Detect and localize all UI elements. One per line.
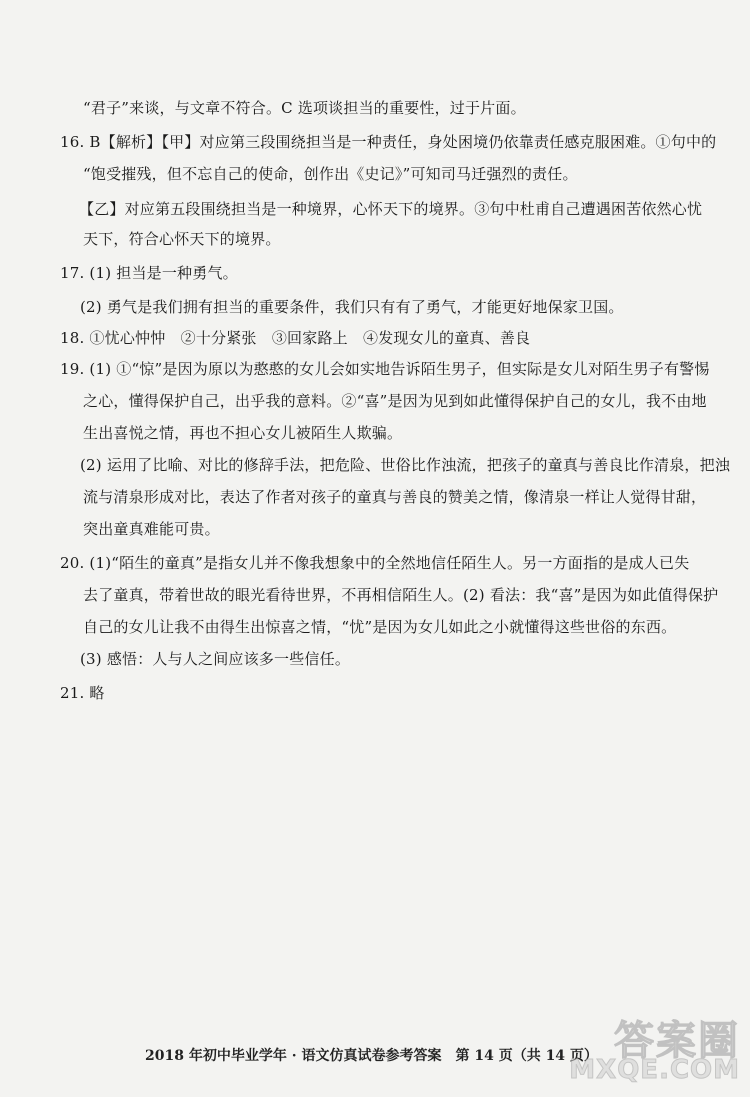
text-line-1: “君子”来谈，与文章不符合。C 选项谈担当的重要性，过于片面。	[83, 99, 526, 117]
answer-19-line-2: 之心，懂得保护自己，出乎我的意料。②“喜”是因为见到如此懂得保护自己的女儿，我不由地	[83, 392, 707, 410]
answer-20-line-1: 20. (1)“陌生的童真”是指女儿并不像我想象中的全然地信任陌生人。另一方面指的是成人已失	[60, 554, 690, 572]
answer-16-line-1: 16. B【解析】【甲】对应第三段围绕担当是一种责任，身处困境仍依靠责任感克服困难。①句中的	[60, 133, 717, 151]
answer-21-line-1: 21. 略	[60, 684, 105, 702]
watermark-title: 答案圈	[614, 1018, 740, 1064]
watermark-logo	[554, 1009, 744, 1089]
answer-19-line-6: 突出童真难能可贵。	[83, 520, 220, 538]
answer-20-line-3: 自己的女儿让我不由得生出惊喜之情，“忧”是因为女儿如此之小就懂得这些世俗的东西。	[83, 618, 677, 636]
answer-16-line-3: 【乙】对应第五段围绕担当是一种境界，心怀天下的境界。③句中杜甫自己遭遇困苦依然心忧	[79, 200, 703, 218]
answer-17-line-2: (2) 勇气是我们拥有担当的重要条件，我们只有有了勇气，才能更好地保家卫国。	[80, 298, 624, 316]
answer-19-line-1: 19. (1) ①“惊”是因为原以为憨憨的女儿会如实地告诉陌生男子，但实际是女儿对陌生男子有警惕	[60, 360, 710, 378]
watermark-url: MXQE.COM	[569, 1055, 740, 1085]
answer-16-line-2: “饱受摧残，但不忘自己的使命，创作出《史记》”可知司马迁强烈的责任。	[83, 165, 578, 183]
answer-18-line-1: 18. ①忧心忡忡 ②十分紧张 ③回家路上 ④发现女儿的童真、善良	[60, 329, 531, 347]
answer-16-line-4: 天下，符合心怀天下的境界。	[83, 230, 281, 248]
answer-17-line-1: 17. (1) 担当是一种勇气。	[60, 264, 238, 282]
answer-19-line-3: 生出喜悦之情，再也不担心女儿被陌生人欺骗。	[83, 424, 403, 442]
answer-19-line-4: (2) 运用了比喻、对比的修辞手法，把危险、世俗比作浊流，把孩子的童真与善良比作清泉，把浊	[80, 456, 731, 474]
answer-20-line-4: (3) 感悟：人与人之间应该多一些信任。	[80, 650, 351, 668]
page-footer: 2018 年初中毕业学年 · 语文仿真试卷参考答案 第 14 页（共 14 页）	[145, 1048, 598, 1064]
answer-19-line-5: 流与清泉形成对比，表达了作者对孩子的童真与善良的赞美之情，像清泉一样让人觉得甘甜，	[83, 488, 707, 506]
answer-20-line-2: 去了童真，带着世故的眼光看待世界，不再相信陌生人。(2) 看法：我“喜”是因为如此值得保护	[83, 586, 719, 604]
